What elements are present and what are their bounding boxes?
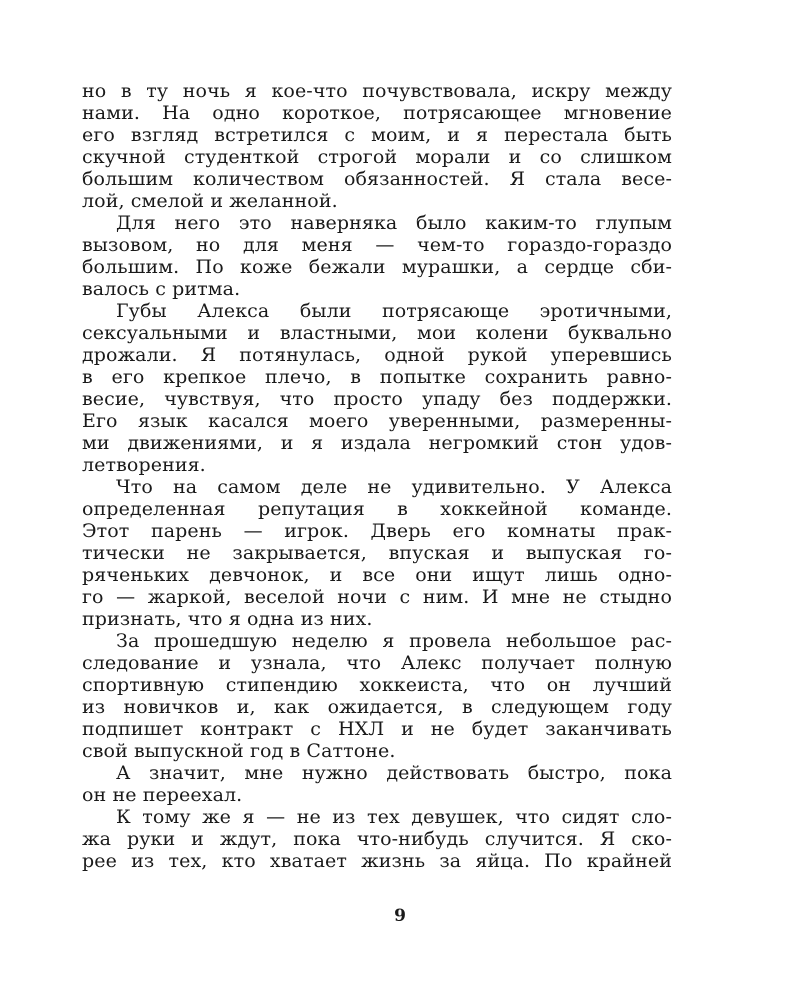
text-line: спортивную стипендию хоккеиста, что он лучший	[82, 674, 672, 696]
text-line: большим. По коже бежали мурашки, а сердце сби-	[82, 256, 672, 278]
text-line: Этот парень — игрок. Дверь его комнаты прак-	[82, 520, 672, 542]
text-line: лой, смелой и желанной.	[82, 190, 338, 212]
text-line: дрожали. Я потянулась, одной рукой уперевшись	[82, 344, 672, 366]
body-text	[82, 80, 672, 872]
text-line: он не переехал.	[82, 784, 243, 806]
text-line: в его крепкое плечо, в попытке сохранить равно-	[82, 366, 672, 388]
text-line: За прошедшую неделю я провела небольшое рас-	[116, 630, 672, 652]
text-line: К тому же я — не из тех девушек, что сидят сло-	[116, 806, 672, 828]
text-line: его взгляд встретился с моим, и я перестала быть	[82, 124, 672, 146]
text-line: ми движениями, и я издала негромкий стон удов-	[82, 432, 672, 454]
text-line: жа руки и ждут, пока что-нибудь случится. Я ско-	[82, 828, 672, 850]
text-line: А значит, мне нужно действовать быстро, пока	[116, 762, 672, 784]
text-line: большим количеством обязанностей. Я стала весе-	[82, 168, 672, 190]
text-line: ряченьких девчонок, и все они ищут лишь одно-	[82, 564, 672, 586]
text-line: подпишет контракт с НХЛ и не будет заканчивать	[82, 718, 672, 740]
text-line: следование и узнала, что Алекс получает полную	[82, 652, 672, 674]
text-line: валось с ритма.	[82, 278, 241, 300]
page-number: 9	[394, 906, 406, 926]
text-line: признать, что я одна из них.	[82, 608, 373, 630]
text-line: сексуальными и властными, мои колени буквально	[82, 322, 672, 344]
text-line: но в ту ночь я кое-что почувствовала, искру между	[82, 80, 672, 102]
text-line: тически не закрывается, впуская и выпуская го-	[82, 542, 672, 564]
text-line: Его язык касался моего уверенными, размеренны-	[82, 410, 672, 432]
text-line: весие, чувствуя, что просто упаду без поддержки.	[82, 388, 672, 410]
text-line: Губы Алекса были потрясающе эротичными,	[116, 300, 672, 322]
text-line: Для него это наверняка было каким-то глупым	[116, 212, 672, 234]
text-line: го — жаркой, веселой ночи с ним. И мне не стыдно	[82, 586, 672, 608]
text-line: скучной студенткой строгой морали и со слишком	[82, 146, 672, 168]
text-line: Что на самом деле не удивительно. У Алекса	[116, 476, 672, 498]
text-line: вызовом, но для меня — чем-то гораздо-гораздо	[82, 234, 672, 256]
text-line: нами. На одно короткое, потрясающее мгновение	[82, 102, 672, 124]
text-line: определенная репутация в хоккейной команде.	[82, 498, 672, 520]
text-line: свой выпускной год в Саттоне.	[82, 740, 396, 762]
text-line: летворения.	[82, 454, 206, 476]
text-line: рее из тех, кто хватает жизнь за яйца. По крайней	[82, 850, 672, 872]
text-line: из новичков и, как ожидается, в следующем году	[82, 696, 672, 718]
